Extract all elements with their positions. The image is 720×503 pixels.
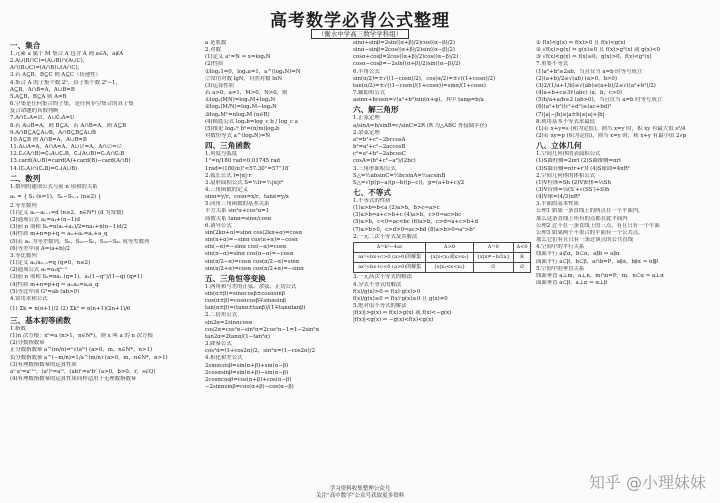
table-row bbox=[354, 263, 531, 273]
formula-line: 线面平行 a⊄α，b⊂α，a∥b ⇒ a∥α bbox=[536, 251, 620, 258]
formula-line: 2sinαcosβ=sin(α+β)+sin(α−β) bbox=[205, 362, 289, 369]
formula-line: 1.指数 bbox=[10, 326, 26, 332]
formula-line: 那么这条直线上所有的点都在此平面内 bbox=[536, 215, 628, 222]
formula-line: 2.空间几何体的体积公式 bbox=[536, 172, 596, 179]
formula-line: (3)前 n 项和 Sₙ=na₁ (q=1)，a₁(1−qⁿ)/(1−q) (q≠1) bbox=[10, 274, 143, 281]
formula-line: (3)2/(1/a+1/b)≤√(ab)≤(a+b)/2≤√((a²+b²)/2) bbox=[536, 82, 656, 89]
formula-line: 1.元素 a 属于 M 集合 A 包含 A 则 a∈A，a∉A bbox=[10, 51, 124, 57]
formula-line: 5.同角三角函数的基本关系 bbox=[205, 201, 270, 208]
formula-line: 对数恒等式 a^(logₐN)=N bbox=[205, 133, 271, 140]
formula-line: sin(α±β)=sinαcosβ±cosαsinβ bbox=[205, 291, 285, 297]
formula-line: (5)b/a+a/b≥2 (ab>0)，当且仅当 a=b 时等号成立 bbox=[536, 97, 663, 104]
formula-line: (5)a>b，c<0⇒ac<bc (6)a>b，c>d⇒a+c>b+d bbox=[353, 219, 479, 226]
formula-line: 1.空间几何体的表面积公式 bbox=[536, 151, 601, 158]
formula-line: ③ √f(x)<g(x) ⇔ f(x)≥0，g(x)>0，f(x)<g²(x) bbox=[536, 54, 652, 61]
table-cell: {x|x<x₁或x>x₂} bbox=[426, 253, 473, 263]
formula-line: 2.二倍角公式 bbox=[205, 312, 238, 319]
formula-line: 6.诱导公式 bbox=[205, 222, 232, 229]
formula-line: A∩(B∪C)=(A∩B)∪(A∩C)， bbox=[10, 65, 83, 72]
formula-line: (2)通项公式 aₙ=a₁qⁿ⁻¹ bbox=[10, 267, 68, 274]
formula-line: 3.若 A⊆B，B⊆C 则 A⊆C（传递性） bbox=[10, 72, 101, 79]
formula-line: 公理3 如果两个不重合的平面有一个公共点， bbox=[536, 229, 644, 236]
section-heading: 四、三角函数 bbox=[205, 141, 251, 151]
formula-line: cos2α=cos²α−sin²α=2cos²α−1=1−2sin²α bbox=[205, 326, 320, 333]
formula-line: 3.三角形面积公式 bbox=[353, 165, 396, 172]
table-row bbox=[354, 242, 531, 252]
formula-line: sinα−sinβ=2cos((α+β)/2)sin((α−β)/2) bbox=[353, 47, 456, 54]
formula-line: cosα+cosβ=2cos((α+β)/2)cos((α−β)/2) bbox=[353, 54, 459, 61]
formula-line: 那么它们有且只有一条过该点的公共直线 bbox=[536, 237, 634, 244]
formula-line: 2cosαsinβ=sin(α+β)−sin(α−β) bbox=[205, 369, 289, 376]
formula-line: (7)a>b>0，c>d>0⇒ac>bd (8)a>b>0⇒aⁿ>bⁿ bbox=[353, 226, 476, 233]
formula-line: sinα=y/r，cosα=x/r，tanα=y/x bbox=[205, 194, 289, 201]
formula-line: (1)若 x+y=s (和为定值)，则当 x=y 时，积 xy 有最大值 s²/4 bbox=[536, 125, 686, 132]
formula-line: sin(−α)=−sinα cos(−α)=cosα bbox=[205, 244, 287, 251]
formula-line: 4.空间中的平行关系 bbox=[536, 244, 585, 251]
formula-line: 3.降幂公式 bbox=[205, 341, 232, 348]
formula-line: 1.数列的通项公式与前 n 项和的关系 bbox=[10, 183, 98, 190]
formula-line: (6)等差中项 A=(a+b)/2 bbox=[10, 245, 70, 252]
formula-line: ②常用对数 lgN，自然对数 lnN bbox=[205, 75, 283, 82]
formula-line: 5.绝对值不等式的解法 bbox=[353, 303, 407, 309]
formula-line: (1)S圆柱侧=2πrl (2)S圆锥侧=πrl bbox=[536, 158, 621, 165]
table-cell: {x|x≠−b/2a} bbox=[473, 253, 513, 263]
formula-line: b²=a²+c²−2accosB bbox=[353, 144, 406, 151]
column-1 bbox=[10, 40, 202, 490]
formula-line: |f(x)|>g(x) ⇔ f(x)>g(x) 或 f(x)<−g(x) bbox=[353, 310, 452, 317]
formula-line: 若 a>0，a≠1，M>0，N>0，则 bbox=[205, 90, 288, 97]
formula-line: asinα+bcosα=√(a²+b²)sin(α+φ)，其中 tanφ=b/a bbox=[353, 97, 484, 104]
formula-line: S△=½absinC=½bcsinA=½acsinB bbox=[353, 172, 446, 179]
formula-line: sin(π/2+α)=cosα cos(π/2+α)=−sinα bbox=[205, 265, 304, 272]
formula-line: 5.空间中的垂直关系 bbox=[536, 265, 585, 272]
formula-line: 2.一元二次不等式及其解法 bbox=[353, 233, 418, 240]
formula-line: 7.辅助角公式 bbox=[353, 90, 386, 97]
table-cell: {x|x₁<x<x₂} bbox=[426, 263, 473, 273]
table-cell: ax²+bx+c<0 (a>0)的解集 bbox=[354, 263, 426, 273]
formula-line: 面面平行 a⊂β，b⊂β，a∩b=P，a∥α，b∥α ⇒ α∥β bbox=[536, 258, 659, 265]
column-3 bbox=[353, 40, 533, 490]
formula-line: (7)|a|−|b|≤|a±b|≤|a|+|b| bbox=[536, 111, 605, 118]
formula-line: 6.半角公式 bbox=[353, 68, 380, 75]
formula-line: (2)(a+b)/2≥√(ab) (a>0，b>0) bbox=[536, 75, 617, 82]
table-cell: Δ>0 bbox=[426, 242, 473, 252]
page-title: 高考数学必背公式整理 bbox=[270, 11, 450, 31]
formula-line: 2.A∪(B∩C)=(A∪B)∩(A∪C)， bbox=[10, 58, 89, 65]
formula-line: (4)换底公式 logₐb=log_c b / log_c a bbox=[205, 118, 298, 125]
formula-line: aʳ·aˢ=aʳ⁺ˢ，(aʳ)ˢ=aʳˢ，(ab)ʳ=aʳbʳ (a>0，b>0，r，s∈Q) bbox=[10, 368, 156, 375]
formula-line: 1.不等式的性质 bbox=[353, 197, 391, 204]
formula-line: 9.A∩B⊆A⊆A∪B，A∩B⊆B⊆A∪B bbox=[10, 129, 96, 136]
formula-line: 4.分式不等式的解法 bbox=[353, 281, 402, 288]
formula-line: 2.弧长公式 l=|α|·r bbox=[205, 172, 252, 179]
formula-line: sin(π+α)=−sinα cos(π+α)=−cosα bbox=[205, 237, 298, 244]
formula-line: cosA=(b²+c²−a²)/(2bc) bbox=[353, 158, 416, 165]
watermark: 知乎 @小理妹妹 bbox=[588, 473, 706, 492]
formula-line: (1)定义 aˣ=N ⇔ x=logₐN bbox=[205, 54, 271, 61]
formula-line: ①logₐ1=0，logₐa=1，a^(logₐN)=N bbox=[205, 68, 301, 75]
formula-line: |f(x)|<g(x) ⇔ −g(x)<f(x)<g(x) bbox=[353, 317, 434, 324]
table-cell: Δ<0 bbox=[514, 242, 531, 252]
formula-line: (3)V台体=⅓(S′+√(SS′)+S)h bbox=[536, 186, 610, 193]
formula-line: 3.一元高次不等式的解法 bbox=[353, 274, 413, 281]
formula-line: 4.集合 A 的子集个数 2ⁿ，真子集个数 2ⁿ−1， bbox=[10, 79, 121, 86]
formula-line: sin(α/2)=±√((1−cosα)/2)，cos(α/2)=±√((1+cosα)/2) bbox=[353, 75, 496, 82]
formula-line: A⊆B，A∩B=A，A∪B=B bbox=[10, 86, 75, 93]
formula-line: tan2α=2tanα/(1−tan²α) bbox=[205, 333, 270, 340]
section-heading: 三、基本初等函数 bbox=[10, 316, 71, 325]
formula-line: (2)分数指数幂 bbox=[10, 340, 45, 347]
formula-line: 3.平面的基本性质 bbox=[536, 201, 579, 208]
formula-line: tan(α/2)=±√((1−cosα)/(1+cosα))=sinα/(1+cosα) bbox=[353, 82, 486, 89]
formula-line: a/sinA=b/sinB=c/sinC=2R (R 为△ABC 外接圆半径) bbox=[353, 122, 488, 129]
formula-line: cos(α±β)=cosαcosβ∓sinαsinβ bbox=[205, 298, 287, 305]
formula-line: ① f(x)<g(x) ⇔ f(x)>0 且 f(x)<g(x) bbox=[536, 40, 626, 46]
formula-line: 2.余弦定理 bbox=[353, 129, 380, 136]
formula-line: (4)有理数指数幂的运算性质同样适用于无理数指数幂 bbox=[10, 376, 137, 383]
formula-line: (4)性质 m+n=p+q ⇒ aₘaₙ=aₚa_q bbox=[10, 281, 99, 288]
formula-line: 1.角度与弧度 bbox=[205, 151, 238, 158]
page-subtitle bbox=[0, 29, 720, 38]
formula-line: sin(π−α)=sinα cos(π−α)=−cosα bbox=[205, 251, 294, 258]
formula-line: 8.利用基本不等式求最值 bbox=[536, 118, 596, 125]
formula-line: (1) Σk = n(n+1)/2 (2) Σk² = n(n+1)(2n+1)/6 bbox=[10, 306, 131, 312]
formula-line: 公理2 过不在一条直线上的三点，有且只有一个平面 bbox=[536, 222, 660, 229]
column-4 bbox=[536, 40, 714, 490]
formula-line: 1.两角和与差的正弦、余弦、正切公式 bbox=[205, 283, 297, 290]
section-heading: 八、立体几何 bbox=[536, 141, 582, 151]
formula-line: (1)定义 aₙ/aₙ₋₁=q (q≠0，n≥2) bbox=[10, 260, 91, 267]
formula-line: 12.∁ᵤ(A∩B)=∁ᵤA∪∁ᵤB，∁ᵤ(A∪B)=∁ᵤA∩∁ᵤB bbox=[10, 151, 125, 158]
formula-line: 4.积化和差公式 bbox=[205, 355, 243, 362]
formula-line: 7.重要不等式 bbox=[536, 61, 569, 68]
formula-line: 公理1 如果一条直线上的两点在一个平面内， bbox=[536, 208, 644, 215]
formula-line: 10.A⊆B 则 A∩B=A，A∪B=B bbox=[10, 136, 87, 143]
formula-line: 2.等差数列 bbox=[10, 202, 37, 209]
formula-line: c²=a²+b²−2abcosC bbox=[353, 151, 406, 158]
formula-line: 复合命题的真假判断 bbox=[10, 108, 59, 115]
formula-line: (3)a>b⇔a+c>b+c (4)a>b，c>0⇒ac>bc bbox=[353, 212, 462, 219]
table-cell: ∅ bbox=[473, 263, 513, 273]
formula-line: 4.常用求和公式 bbox=[10, 295, 48, 302]
formula-line: 平方关系 sin²α+cos²α=1 bbox=[205, 208, 270, 215]
section-heading: 一、集合 bbox=[10, 41, 41, 50]
table-cell: ∅ bbox=[514, 263, 531, 273]
formula-line: (4)性质 m+n=p+q ⇒ aₘ+aₙ=aₚ+a_q bbox=[10, 231, 108, 238]
formula-line: (3)有理数指数幂的运算性质 bbox=[10, 361, 77, 368]
formula-line: (1)a>b⇔b<a (2)a>b，b>c⇒a>c bbox=[353, 205, 440, 212]
formula-line: (1)n 次方根：xⁿ=a (n>1，n∈N*)，则 x 叫 a 的 n 次方根 bbox=[10, 333, 153, 340]
formula-line: 商数关系 tanα=sinα/cosα bbox=[205, 215, 272, 222]
section-heading: 二、数列 bbox=[10, 173, 41, 183]
formula-line: (3)前 n 项和 Sₙ=n(a₁+aₙ)/2=na₁+n(n−1)d/2 bbox=[10, 224, 127, 231]
formula-line: 6.空集是任何集合的子集，是任何非空集合的真子集 bbox=[10, 101, 134, 108]
formula-line: a 是底数 bbox=[205, 40, 227, 46]
section-heading: 七、不等式 bbox=[353, 187, 391, 197]
formula-line: (1)V柱体=Sh (2)V锥体=⅓Sh bbox=[536, 179, 611, 186]
formula-line: −2sinαsinβ=cos(α+β)−cos(α−β) bbox=[205, 384, 294, 391]
table-cell: R bbox=[514, 253, 531, 263]
formula-line: 正分数指数幂 a^(m/n)=ⁿ√(aᵐ) (a>0，m，n∈N*，n>1) bbox=[10, 347, 153, 354]
formula-line: 5.A⊆B，B⊆A 则 A=B bbox=[10, 93, 67, 100]
formula-line: f(x)/g(x)>0 ⇔ f(x)·g(x)>0 bbox=[353, 288, 421, 295]
formula-line: (6)(a²+b²)(c²+d²)≥(ac+bd)² bbox=[536, 104, 612, 111]
section-heading: 五、三角恒等变换 bbox=[205, 273, 266, 283]
formula-line: (5)推论 logₐᵐ bⁿ=(n/m)logₐb bbox=[205, 125, 280, 132]
formula-line: (2)性质 bbox=[205, 61, 224, 68]
formula-line: S△=√(p(p−a)(p−b)(p−c))，p=(a+b+c)/2 bbox=[353, 179, 465, 186]
formula-line: 11.A∪A=A，A∩A=A，A∪∅=A，A∩∅=∅ bbox=[10, 144, 123, 151]
formula-line: (3)运算性质 bbox=[205, 82, 235, 89]
formula-line: 13.card(A∪B)=card(A)+card(B)−card(A∩B) bbox=[10, 158, 131, 165]
formula-line: ③logₐMⁿ=nlogₐM (n∈R) bbox=[205, 111, 270, 118]
formula-line: (5)等比中项 G²=ab (ab>0) bbox=[10, 288, 80, 295]
formula-line: (3)S圆台侧=π(r+r′)l (4)S球面=4πR² bbox=[536, 165, 630, 172]
formula-line: (5)若 aₙ 为等差数列，Sₙ，S₂ₙ−Sₙ，S₃ₙ−S₂ₙ 成等差数列 bbox=[10, 238, 150, 245]
formula-line: (4)a+b+c≥3∛(abc) (a，b，c>0) bbox=[536, 90, 622, 97]
formula-line: 8.若 A∪B=A，则 B⊆A，若 A∩B=A，则 A⊆B bbox=[10, 122, 127, 129]
formula-line: 负分数指数幂 a^(−m/n)=1/a^(m/n) (a>0，m，n∈N*，n>1) bbox=[10, 354, 168, 361]
formula-line: 2cosαcosβ=cos(α+β)+cos(α−β) bbox=[205, 376, 292, 383]
formula-line: 1.正弦定理 bbox=[353, 115, 380, 122]
formula-line: sinα+sinβ=2sin((α+β)/2)cos((α−β)/2) bbox=[353, 40, 456, 46]
formula-line: f(x)/g(x)≥0 ⇔ f(x)·g(x)≥0 且 g(x)≠0 bbox=[353, 295, 448, 302]
formula-line: 2.对数 bbox=[205, 47, 221, 54]
formula-line: ②logₐ(M/N)=logₐM−logₐN bbox=[205, 104, 277, 111]
inequality-table bbox=[353, 242, 531, 273]
formula-line: a²=b²+c²−2bccosA bbox=[353, 136, 406, 143]
formula-line: sin2α=2sinαcosα bbox=[205, 319, 253, 326]
formula-line: aₙ = { S₁ (n=1)，Sₙ−Sₙ₋₁ (n≥2) } bbox=[10, 193, 102, 200]
formula-line: 4.三角函数的定义 bbox=[205, 186, 248, 193]
formula-line: cosα−cosβ=−2sin((α+β)/2)sin((α−β)/2) bbox=[353, 61, 461, 68]
formula-line: 3.扇形面积公式 S=½lr=½|α|r² bbox=[205, 179, 284, 186]
formula-line: (1)定义 aₙ−aₙ₋₁=d (n≥2，n∈N*) (d 为常数) bbox=[10, 209, 124, 216]
table-cell: Δ=0 bbox=[473, 242, 513, 252]
formula-line: 3.等比数列 bbox=[10, 252, 37, 259]
section-heading: 六、解三角形 bbox=[353, 105, 399, 115]
formula-line: (2)若 xy=p (积为定值)，则当 x=y 时，和 x+y 有最小值 2√p bbox=[536, 133, 687, 140]
footer-line-1: 学习资料收集整理公众号 bbox=[329, 486, 391, 492]
formula-line: 7.A∩∁ᵤA=∅，A∪∁ᵤA=U bbox=[10, 115, 75, 122]
formula-line: ①logₐ(MN)=logₐM+logₐN bbox=[205, 97, 276, 104]
formula-line: cos²α=(1+cos2α)/2，sin²α=(1−cos2α)/2 bbox=[205, 348, 316, 355]
formula-line: (2)通项公式 aₙ=a₁+(n−1)d bbox=[10, 217, 80, 224]
formula-line: 14.(∁ᵤA)∩(∁ᵤB)=∁ᵤ(A∪B) bbox=[10, 165, 78, 172]
formula-line: sin(π/2−α)=cosα cos(π/2−α)=sinα bbox=[205, 258, 300, 265]
formula-line: 面面垂直 a⊂β，a⊥α ⇒ α⊥β bbox=[536, 280, 608, 286]
formula-line: (1)a²+b²≥2ab，当且仅当 a=b 时等号成立 bbox=[536, 68, 643, 75]
formula-line: sin(2kπ+α)=sinα cos(2kπ+α)=cosα bbox=[205, 229, 303, 236]
formula-line: (4)V球=(4/3)πR³ bbox=[536, 194, 581, 201]
formula-line: 1°=π/180 rad≈0.01745 rad bbox=[205, 158, 281, 165]
column-2 bbox=[205, 40, 350, 490]
table-row bbox=[354, 253, 531, 263]
table-cell: ax²+bx+c>0 (a>0)的解集 bbox=[354, 253, 426, 263]
formula-line: 1rad=(180/π)°≈57.30°=57°18′ bbox=[205, 165, 290, 172]
formula-line: ② √f(x)>g(x) ⇔ g(x)≥0 且 f(x)>g²(x) 或 g(x)<0 bbox=[536, 47, 660, 54]
subtitle-text: （衡水中学高三数学学科组） bbox=[311, 29, 410, 39]
footer-line-2: 关注“高中数学”公众号获取更多资料 bbox=[315, 493, 405, 499]
formula-line: 线面垂直 a⊥m，a⊥n，m∩n=P，m，n⊂α ⇒ a⊥α bbox=[536, 272, 664, 279]
table-cell: Δ=b²−4ac bbox=[354, 242, 426, 252]
formula-line: tan(α±β)=(tanα±tanβ)/(1∓tanαtanβ) bbox=[205, 305, 306, 312]
